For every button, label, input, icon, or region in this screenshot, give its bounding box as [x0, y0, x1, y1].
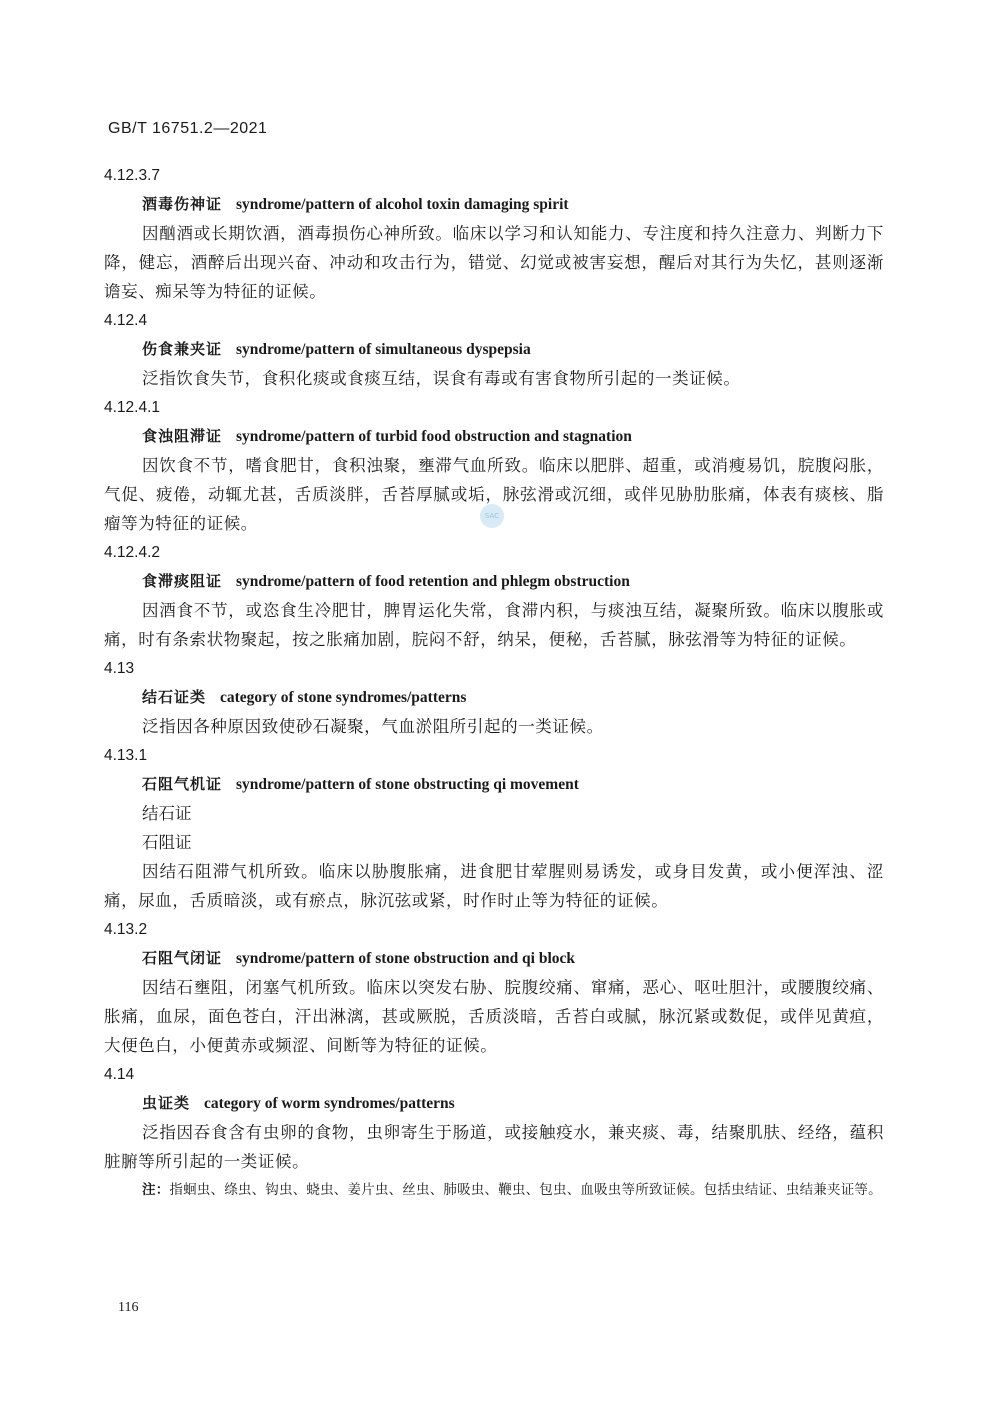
synonym-term: 石阻证 — [142, 833, 192, 852]
term-definition: 因结石阻滞气机所致。临床以胁腹胀痛，进食肥甘荤腥则易诱发，或身目发黄，或小便浑浊、涩痛，尿血，舌质暗淡，或有瘀点，脉沉弦或紧，时作时止等为特征的证候。 — [104, 862, 884, 910]
note-label: 注： — [142, 1182, 170, 1198]
term-english: syndrome/pattern of food retention and phlegm obstruction — [236, 573, 630, 590]
clause-number: 4.13.1 — [104, 747, 148, 764]
term-definition: 泛指因各种原因致使砂石凝聚，气血淤阻所引起的一类证候。 — [142, 717, 604, 736]
term-definition: 因饮食不节，嗜食肥甘，食积浊聚，壅滞气血所致。临床以肥胖、超重，或消瘦易饥，脘腹闷胀，气促、疲倦，动辄尤甚，舌质淡胖，舌苔厚腻或垢，脉弦滑或沉细，或伴见胁肋胀痛，体表有痰核、脂瘤等为特征的证候。 — [104, 456, 884, 533]
clause-number: 4.12.4 — [104, 312, 148, 329]
note-text: 指蛔虫、绦虫、钩虫、蛲虫、姜片虫、丝虫、肺吸虫、鞭虫、包虫、血吸虫等所致证候。包括虫结证、虫结兼夹证等。 — [169, 1182, 882, 1198]
clause-number: 4.13.2 — [104, 921, 148, 938]
term-heading — [104, 422, 884, 451]
term-chinese: 伤食兼夹证 — [142, 340, 223, 358]
term-english: category of stone syndromes/patterns — [220, 689, 467, 706]
term-definition: 泛指饮食失节，食积化痰或食痰互结，误食有毒或有害食物所引起的一类证候。 — [142, 369, 741, 388]
clause-number: 4.12.3.7 — [104, 167, 161, 184]
term-english: syndrome/pattern of turbid food obstruction and stagnation — [236, 428, 632, 445]
term-english: category of worm syndromes/patterns — [204, 1095, 455, 1112]
term-heading — [104, 683, 884, 712]
term-definition: 因酒食不节，或恣食生冷肥甘，脾胃运化失常，食滞内积，与痰浊互结，凝聚所致。临床以腹胀或痛，时有条索状物聚起，按之胀痛加剧，脘闷不舒，纳呆，便秘，舌苔腻，脉弦滑等为特征的证候。 — [104, 601, 884, 649]
watermark-logo: SAC — [480, 504, 504, 528]
term-chinese: 石阻气机证 — [142, 775, 223, 793]
document-body — [104, 161, 884, 1203]
term-english: syndrome/pattern of stone obstructing qi movement — [236, 776, 579, 793]
clause-number: 4.12.4.1 — [104, 399, 161, 416]
term-chinese: 食浊阻滞证 — [142, 427, 223, 445]
term-english: syndrome/pattern of stone obstruction and qi block — [236, 950, 576, 967]
note — [104, 1178, 884, 1203]
term-chinese: 石阻气闭证 — [142, 949, 223, 967]
term-definition: 因酗酒或长期饮酒，酒毒损伤心神所致。临床以学习和认知能力、专注度和持久注意力、判断力下降，健忘，酒醉后出现兴奋、冲动和攻击行为，错觉、幻觉或被害妄想，醒后对其行为失忆，甚则逐渐谵妄、痴呆等为特征的证候。 — [104, 224, 884, 301]
page-number: 116 — [118, 1300, 139, 1315]
term-english: syndrome/pattern of alcohol toxin damaging spirit — [236, 196, 569, 213]
clause-number: 4.13 — [104, 660, 135, 677]
term-heading — [104, 335, 884, 364]
term-heading — [104, 1089, 884, 1118]
synonym-term: 结石证 — [142, 804, 192, 823]
term-heading — [104, 770, 884, 799]
term-chinese: 结石证类 — [142, 688, 207, 706]
term-heading — [104, 190, 884, 219]
term-chinese: 食滞痰阻证 — [142, 572, 223, 590]
clause-number: 4.12.4.2 — [104, 544, 161, 561]
term-english: syndrome/pattern of simultaneous dyspepsia — [236, 341, 531, 358]
term-chinese: 虫证类 — [142, 1094, 191, 1112]
term-definition: 泛指因吞食含有虫卵的食物，虫卵寄生于肠道，或接触疫水，兼夹痰、毒，结聚肌肤、经络，蕴积脏腑等所引起的一类证候。 — [104, 1123, 884, 1171]
term-definition: 因结石壅阻，闭塞气机所致。临床以突发右胁、脘腹绞痛、窜痛，恶心、呕吐胆汁，或腰腹绞痛、胀痛，血尿，面色苍白，汗出淋漓，甚或厥脱，舌质淡暗，舌苔白或腻，脉沉紧或数促，或伴见黄疸，大便色白，小便黄赤或频涩、间断等为特征的证候。 — [104, 978, 884, 1055]
term-heading — [104, 944, 884, 973]
term-chinese: 酒毒伤神证 — [142, 195, 223, 213]
term-heading — [104, 567, 884, 596]
clause-number: 4.14 — [104, 1066, 135, 1083]
standard-number-header: GB/T 16751.2—2021 — [108, 120, 268, 137]
